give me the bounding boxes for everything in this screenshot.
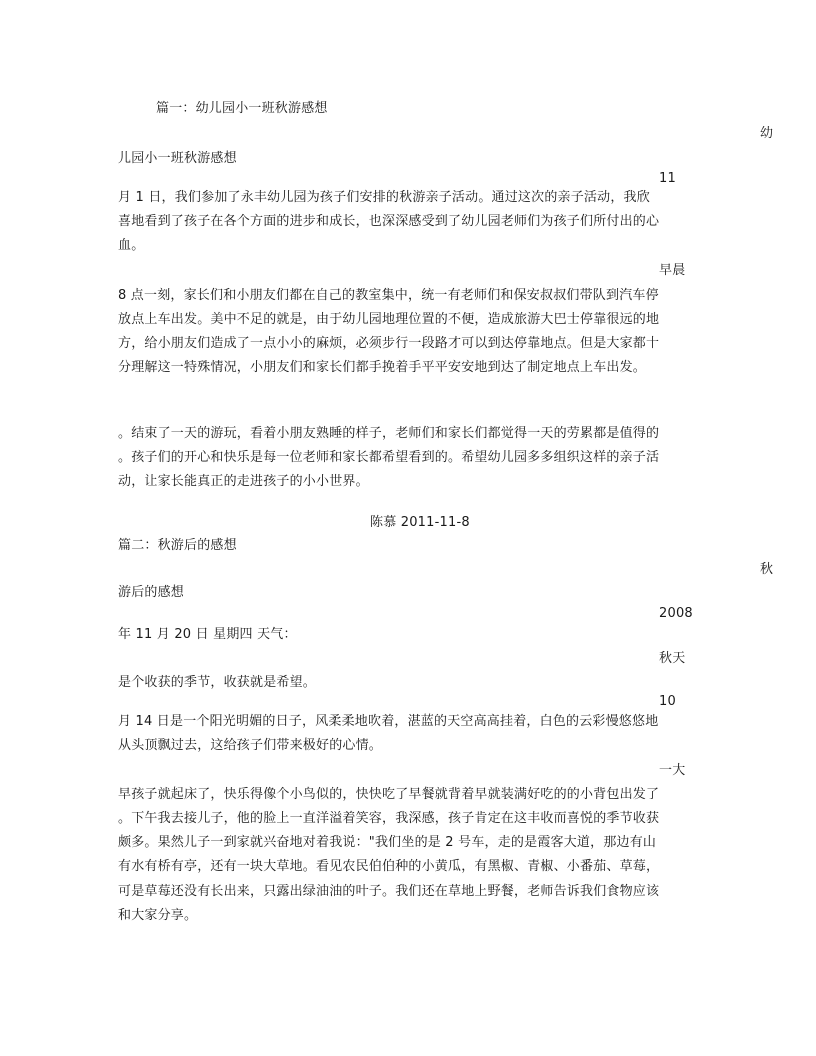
section2-date-line: 年 11 月 20 日 星期四 天气：	[118, 627, 297, 642]
section1-p3-line1: 。结束了一天的游玩，看着小朋友熟睡的样子，老师们和家长们都觉得一天的劳累都是值得的	[118, 426, 660, 441]
section2-p1-line1: 月 14 日是一个阳光明媚的日子，风柔柔地吹着，湛蓝的天空高高挂着，白色的云彩慢悠悠地	[118, 714, 659, 729]
section2-season-line: 是个收获的季节，收获就是希望。	[118, 675, 317, 690]
section2-p2-line2: 。下午我去接儿子，他的脸上一直洋溢着笑容，我深感，孩子肯定在这丰收而喜悦的季节收获	[118, 811, 660, 826]
section2-p2-line3: 颇多。果然儿子一到家就兴奋地对着我说："我们坐的是 2 号车，走的是霞客大道，那边有山	[118, 835, 657, 850]
section2-p1-line2: 从头顶飘过去，这给孩子们带来极好的心情。	[118, 738, 383, 753]
section1-p2-line3: 方，给小朋友们造成了一点小小的麻烦，必须步行一段路才可以到达停靠地点。但是大家都十	[118, 336, 660, 351]
section2-p2-line5: 可是草莓还没有长出来，只露出绿油油的叶子。我们还在草地上野餐，老师告诉我们食物应该	[118, 884, 660, 899]
section2-p2-line4: 有水有桥有亭，还有一块大草地。看见农民伯伯种的小黄瓜，有黑椒、青椒、小番茄、草莓，	[118, 859, 660, 874]
section2-heading: 篇二：秋游后的感想	[118, 538, 237, 553]
section1-p2-line4: 分理解这一特殊情况，小朋友们和家长们都手挽着手平平安安地到达了制定地点上车出发。	[118, 360, 647, 375]
section2-year: 2008	[659, 606, 693, 621]
section2-month-start: 10	[659, 694, 676, 709]
section1-title-rest: 儿园小一班秋游感想	[118, 151, 237, 166]
section1-date-start: 11	[659, 171, 676, 186]
section1-time-start: 早晨	[659, 263, 686, 278]
section1-title-start: 幼	[760, 126, 774, 141]
section2-p2-line6: 和大家分享。	[118, 908, 198, 923]
section1-signature: 陈慕 2011-11-8	[370, 515, 470, 530]
section2-title-start: 秋	[760, 562, 774, 577]
section2-season-start: 秋天	[659, 651, 686, 666]
section1-p3-line3: 动，让家长能真正的走进孩子的小小世界。	[118, 474, 369, 489]
section1-p1-line3: 血。	[118, 238, 145, 253]
section1-p1-line2: 喜地看到了孩子在各个方面的进步和成长，也深深感受到了幼儿园老师们为孩子们所付出的心	[118, 214, 660, 229]
section2-title-rest: 游后的感想	[118, 585, 185, 600]
section1-p3-line2: 。孩子们的开心和快乐是每一位老师和家长都希望看到的。希望幼儿园多多组织这样的亲子活	[118, 450, 660, 465]
section2-p2-line1: 早孩子就起床了，快乐得像个小鸟似的，快快吃了早餐就背着早就装满好吃的的小背包出发了	[118, 787, 660, 802]
section1-p2-line2: 放点上车出发。美中不足的就是，由于幼儿园地理位置的不便，造成旅游大巴士停靠很远的地	[118, 312, 660, 327]
section1-p1-line1: 月 1 日，我们参加了永丰幼儿园为孩子们安排的秋游亲子活动。通过这次的亲子活动，我欣	[118, 190, 650, 205]
section1-heading: 篇一：幼儿园小一班秋游感想	[156, 101, 328, 116]
section1-p2-line1: 8 点一刻，家长们和小朋友们都在自己的教室集中，统一有老师们和保安叔叔们带队到汽车停	[118, 288, 659, 303]
section2-morning-start: 一大	[659, 763, 686, 778]
